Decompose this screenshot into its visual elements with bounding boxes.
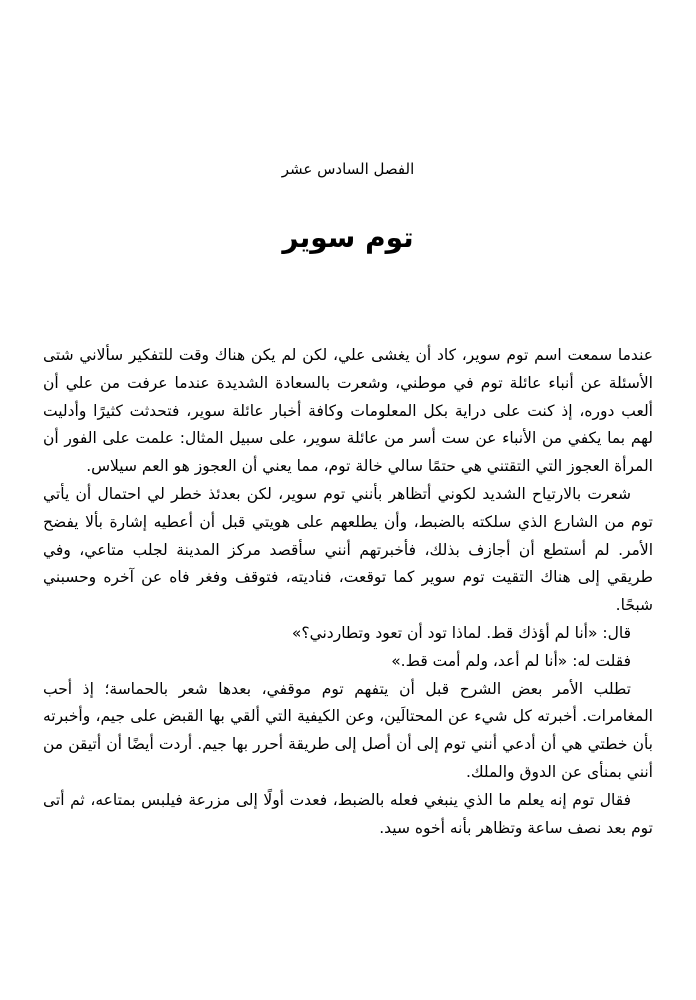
dialogue-line: فقلت له: «أنا لم أعد، ولم أمت قط.» bbox=[391, 651, 631, 670]
dialogue-line: قال: «أنا لم أؤذك قط. لماذا تود أن تعود وتطاردني؟» bbox=[291, 623, 631, 642]
paragraph: شعرت بالارتياح الشديد لكوني أتظاهر بأنني توم سوير، لكن بعدئذ خطر لي احتمال أن يأتي توم من الشارع الذي سلكته بالضبط، وأن يطلعهم على هويتي قبل أن أعطيه إشارة بألا يفضح الأمر. لم أستطع أن أجازف بذلك، فأخبرتهم أنني سأقصد مركز المدينة لجلب متاعي، وفي طريقي إلى هناك التقيت توم سوير كما توقعت، فناديته، فتوقف وفغر فاه عن آخره وحسبني شبحًا. bbox=[43, 484, 653, 615]
paragraph: عندما سمعت اسم توم سوير، كاد أن يغشى علي، لكن لم يكن هناك وقت للتفكير سألاني شتى الأسئلة عن أنباء عائلة توم في موطني، وشعرت بالسعادة الشديدة عندما عرفت من علي أن ألعب دوره، إذ كنت على دراية بكل المعلومات وكافة أخبار عائلة سوير، فتحدثت كثيرًا وأدليت لهم بما يكفي من الأنباء عن ست أسر من عائلة سوير، على سبيل المثال: علمت على الفور أن المرأة العجوز التي التقتني هي حتمًا سالي خالة توم، مما يعني أن العجوز هو العم سيلاس. bbox=[43, 346, 653, 476]
chapter-title: توم سوير bbox=[282, 221, 414, 254]
paragraph: فقال توم إنه يعلم ما الذي ينبغي فعله بالضبط، فعدت أولًا إلى مزرعة فيلبس بمتاعه، ثم أتى توم بعد نصف ساعة وتظاهر بأنه أخوه سيد. bbox=[43, 790, 653, 837]
paragraph: تطلب الأمر بعض الشرح قبل أن يتفهم توم موقفي، بعدها شعر بالحماسة؛ إذ أحب المغامرات. أخبرته كل شيء عن المحتالَين، وعن الكيفية التي ألقي بها القبض على جيم، وأخبرته بأن خطتي هي أن أدعي أنني توم إلى أن أصل إلى طريقة أحرر بها جيم. أردت أيضًا أن أتيقن من أنني بمنأى عن الدوق والملك. bbox=[43, 679, 653, 781]
chapter-number: الفصل السادس عشر bbox=[281, 160, 415, 178]
chapter-body bbox=[43, 342, 653, 842]
